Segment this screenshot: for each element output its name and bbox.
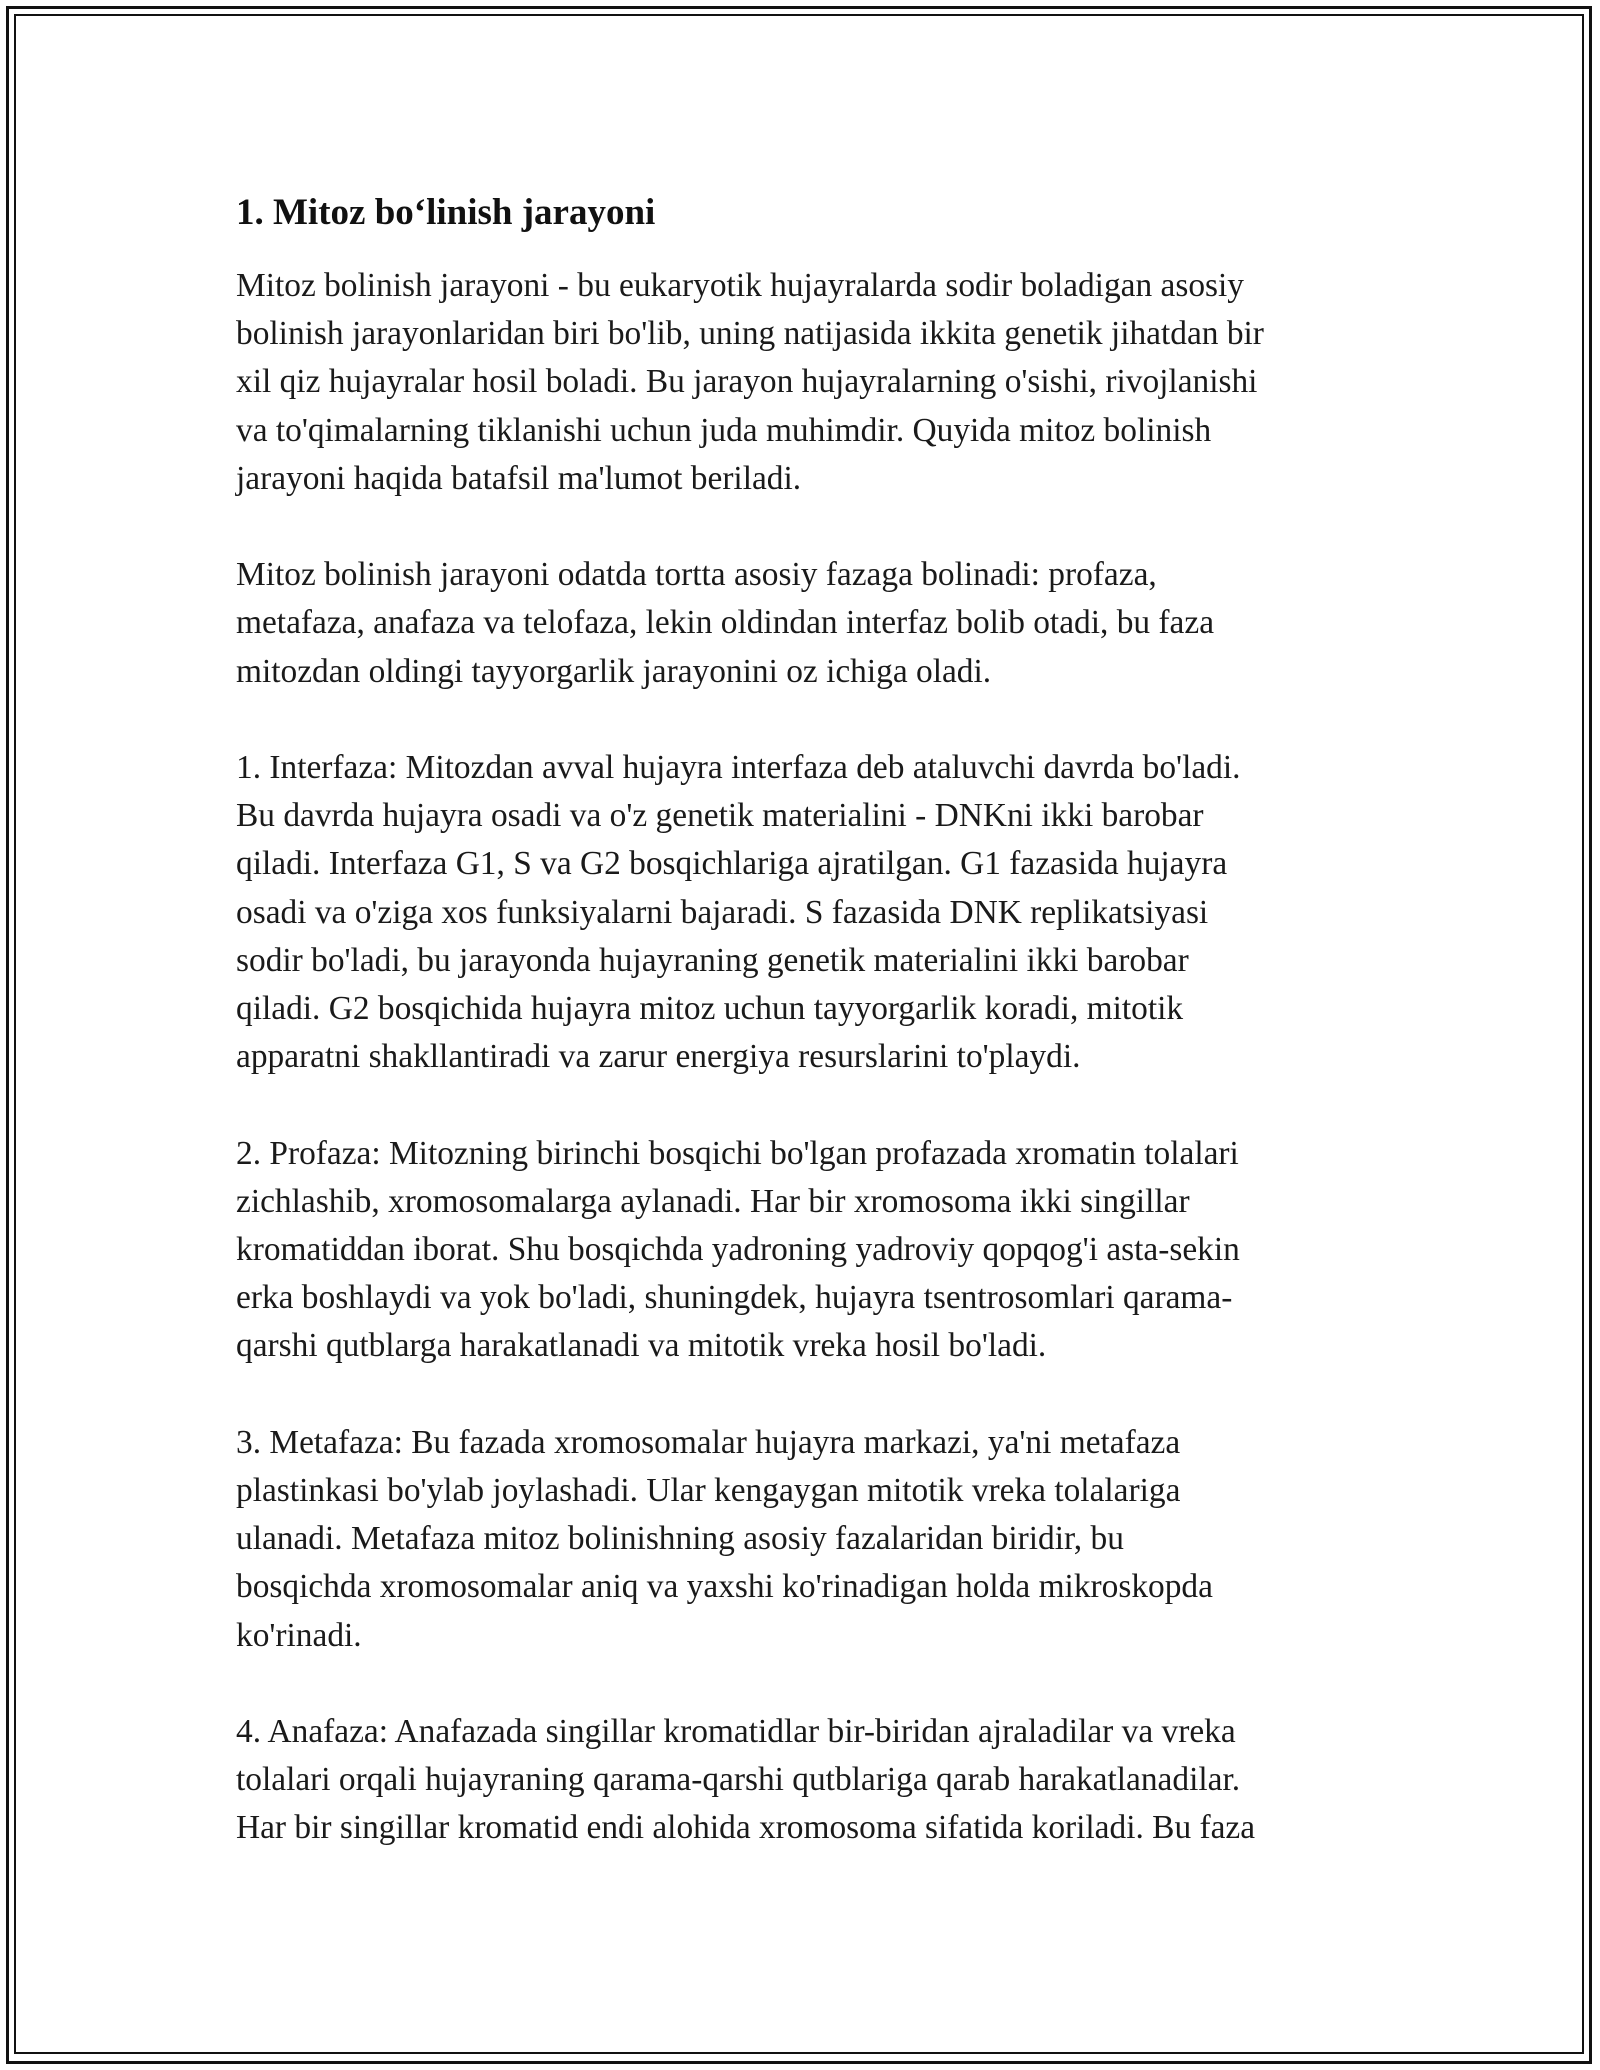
paragraph-profaza [236, 1130, 1366, 1371]
text-line: 4. Anafaza: Anafazada singillar kromatidlar bir-biridan ajraladilar va vreka [236, 1713, 1236, 1751]
text-line: erka boshlaydi va yok bo'ladi, shuningdek, hujayra tsentrosomlari qarama- [236, 1279, 1233, 1317]
text-line: ko'rinadi. [236, 1616, 362, 1654]
text-line: apparatni shakllantiradi va zarur energiya resurslarini to'playdi. [236, 1038, 1081, 1076]
text-line: metafaza, anafaza va telofaza, lekin oldindan interfaz bolib otadi, bu faza [236, 604, 1215, 642]
document-title: 1. Mitoz bo‘linish jarayoni [236, 192, 656, 233]
text-line: zichlashib, xromosomalarga aylanadi. Har bir xromosoma ikki singillar [236, 1182, 1190, 1220]
text-line: xil qiz hujayralar hosil boladi. Bu jarayon hujayralarning o'sishi, rivojlanishi [236, 363, 1258, 401]
text-line: 3. Metafaza: Bu fazada xromosomalar hujayra markazi, ya'ni metafaza [236, 1423, 1181, 1461]
text-line: qarshi qutblarga harakatlanadi va mitotik vreka hosil bo'ladi. [236, 1327, 1047, 1365]
text-line: tolalari orqali hujayraning qarama-qarshi qutblariga qarab harakatlanadilar. [236, 1761, 1241, 1799]
text-line: ulanadi. Metafaza mitoz bolinishning asosiy fazalaridan biridir, bu [236, 1520, 1124, 1558]
text-line: Mitoz bolinish jarayoni odatda tortta asosiy fazaga bolinadi: profaza, [236, 556, 1157, 594]
paragraph-anafaza [236, 1708, 1366, 1853]
text-line: 1. Interfaza: Mitozdan avval hujayra interfaza deb ataluvchi davrda bo'ladi. [236, 749, 1241, 786]
text-line: kromatiddan iborat. Shu bosqichda yadroning yadroviy qopqog'i asta-sekin [236, 1231, 1240, 1269]
paragraph-metafaza [236, 1419, 1366, 1660]
text-line: plastinkasi bo'ylab joylashadi. Ular kengaygan mitotik vreka tolalariga [236, 1472, 1181, 1510]
paragraph-intro [236, 262, 1366, 503]
text-line: Mitoz bolinish jarayoni - bu eukaryotik hujayralarda sodir boladigan asosiy [236, 267, 1244, 304]
text-line: jarayoni haqida batafsil ma'lumot beriladi. [236, 459, 802, 497]
paragraph-interfaza [236, 744, 1366, 1081]
text-line: sodir bo'ladi, bu jarayonda hujayraning genetik materialini ikki barobar [236, 941, 1189, 979]
text-line: Bu davrda hujayra osadi va o'z genetik materialini - DNKni ikki barobar [236, 797, 1204, 835]
document-body [236, 186, 1366, 1901]
text-line: 2. Profaza: Mitozning birinchi bosqichi bo'lgan profazada xromatin tolalari [236, 1134, 1239, 1172]
text-line: qiladi. Interfaza G1, S va G2 bosqichlariga ajratilgan. G1 fazasida hujayra [236, 845, 1228, 883]
text-line: mitozdan oldingi tayyorgarlik jarayonini oz ichiga oladi. [236, 652, 992, 690]
paragraph-phases-overview [236, 551, 1366, 696]
text-line: qiladi. G2 bosqichida hujayra mitoz uchun tayyorgarlik koradi, mitotik [236, 990, 1184, 1028]
text-line: Har bir singillar kromatid endi alohida xromosoma sifatida koriladi. Bu faza [236, 1809, 1256, 1847]
text-line: bolinish jarayonlaridan biri bo'lib, uning natijasida ikkita genetik jihatdan bir [236, 315, 1264, 353]
text-line: bosqichda xromosomalar aniq va yaxshi ko'rinadigan holda mikroskopda [236, 1568, 1213, 1606]
text-line: va to'qimalarning tiklanishi uchun juda muhimdir. Quyida mitoz bolinish [236, 411, 1212, 449]
text-line: osadi va o'ziga xos funksiyalarni bajaradi. S fazasida DNK replikatsiyasi [236, 893, 1209, 931]
